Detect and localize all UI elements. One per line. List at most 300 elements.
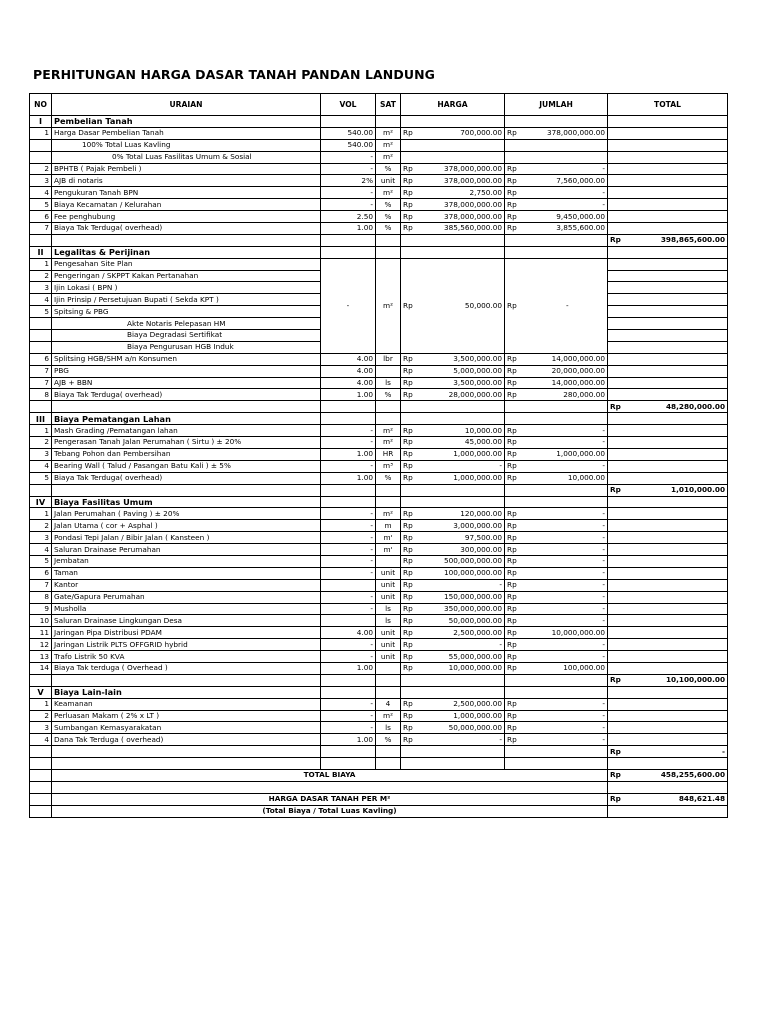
empty-cell — [505, 401, 528, 413]
row-uraian: Biaya Tak Terduga( overhead) — [52, 389, 321, 401]
row-no: 2 — [30, 270, 52, 282]
empty-cell — [528, 401, 608, 413]
row-vol: 4.00 — [321, 353, 376, 365]
empty-cell — [30, 484, 52, 496]
row-total — [628, 651, 728, 663]
row-total-rp — [608, 353, 628, 365]
empty-cell — [401, 401, 424, 413]
row-total — [628, 282, 728, 294]
row-harga-rp: Rp — [401, 389, 424, 401]
row-jumlah-rp: Rp — [505, 365, 528, 377]
row-uraian: Mash Grading /Pematangan lahan — [52, 425, 321, 437]
row-total-rp — [608, 294, 628, 306]
row-total — [628, 258, 728, 270]
row-total-rp — [608, 532, 628, 544]
empty-cell — [321, 401, 376, 413]
row-no: 1 — [30, 508, 52, 520]
header-uraian: URAIAN — [52, 94, 321, 116]
empty-cell — [376, 746, 401, 758]
empty-cell — [424, 116, 505, 128]
section-no: II — [30, 246, 52, 258]
row-total — [628, 163, 728, 175]
row-harga-rp: Rp — [401, 567, 424, 579]
row-no — [30, 330, 52, 342]
table-row — [30, 448, 728, 460]
row-total-rp — [608, 389, 628, 401]
table-row — [30, 734, 728, 746]
empty-cell — [505, 686, 528, 698]
section-title: Biaya Pematangan Lahan — [52, 413, 321, 425]
row-jumlah-rp: Rp — [505, 567, 528, 579]
row-total-rp — [608, 627, 628, 639]
row-total — [628, 460, 728, 472]
row-sat — [376, 365, 401, 377]
row-uraian: Kantor — [52, 579, 321, 591]
row-sat: ls — [376, 377, 401, 389]
row-sat: m³ — [376, 460, 401, 472]
row-total — [628, 722, 728, 734]
empty-cell — [528, 413, 608, 425]
row-harga-rp: Rp — [401, 698, 424, 710]
row-jumlah: - — [528, 615, 608, 627]
table-row — [30, 555, 728, 567]
row-uraian: Ijin Lokasi ( BPN ) — [52, 282, 321, 294]
empty-cell — [528, 496, 608, 508]
row-jumlah: - — [528, 460, 608, 472]
row-vol: 1.00 — [321, 448, 376, 460]
section-title: Legalitas & Perijinan — [52, 246, 321, 258]
row-no: 1 — [30, 698, 52, 710]
harga-dasar-label: HARGA DASAR TANAH PER M² — [52, 793, 608, 805]
table-row — [30, 258, 728, 270]
row-total — [628, 175, 728, 187]
row-vol: - — [321, 163, 376, 175]
row-jumlah: - — [528, 520, 608, 532]
empty-cell — [628, 413, 728, 425]
row-vol: - — [321, 651, 376, 663]
row-vol: - — [321, 532, 376, 544]
blank-row — [30, 781, 728, 793]
total-biaya-label: TOTAL BIAYA — [52, 769, 608, 781]
row-harga: 45,000.00 — [424, 437, 505, 449]
row-total-rp — [608, 591, 628, 603]
row-jumlah-rp: Rp — [505, 662, 528, 674]
row-jumlah-rp: Rp — [505, 651, 528, 663]
empty-cell — [505, 674, 528, 686]
row-jumlah: 1,000,000.00 — [528, 448, 608, 460]
row-sat: HR — [376, 448, 401, 460]
empty-cell — [30, 793, 52, 805]
row-total-rp — [608, 223, 628, 235]
empty-cell — [608, 116, 628, 128]
row-total-rp — [608, 579, 628, 591]
row-uraian: Fee penghubung — [52, 211, 321, 223]
row-no: 6 — [30, 567, 52, 579]
row-uraian: Saluran Drainase Lingkungan Desa — [52, 615, 321, 627]
row-total — [628, 437, 728, 449]
row-sat: m² — [376, 437, 401, 449]
header-jumlah: JUMLAH — [505, 94, 608, 116]
row-harga-rp: Rp — [401, 710, 424, 722]
empty-cell — [401, 234, 424, 246]
row-vol: - — [321, 437, 376, 449]
row-sat: unit — [376, 627, 401, 639]
row-uraian: Tebang Pohon dan Pembersihan — [52, 448, 321, 460]
row-harga-rp: Rp — [401, 579, 424, 591]
row-harga: - — [424, 734, 505, 746]
row-no: 2 — [30, 520, 52, 532]
section-total-row — [30, 401, 728, 413]
row-jumlah-rp: Rp — [505, 472, 528, 484]
row-sat: % — [376, 211, 401, 223]
row-jumlah-rp: Rp — [505, 591, 528, 603]
row-sat: unit — [376, 175, 401, 187]
row-vol: - — [321, 544, 376, 556]
row-total-rp — [608, 377, 628, 389]
page-title: PERHITUNGAN HARGA DASAR TANAH PANDAN LANDUNG — [33, 67, 436, 82]
section-header — [30, 246, 728, 258]
row-total-rp — [608, 508, 628, 520]
row-harga-rp: Rp — [401, 425, 424, 437]
table-row — [30, 163, 728, 175]
empty-cell — [608, 686, 628, 698]
empty-cell — [376, 758, 401, 770]
row-harga-rp: Rp — [401, 211, 424, 223]
row-total-rp — [608, 365, 628, 377]
empty-cell — [401, 116, 424, 128]
row-jumlah-rp: Rp — [505, 223, 528, 235]
row-total-rp — [608, 734, 628, 746]
table-row — [30, 199, 728, 211]
row-sat — [376, 662, 401, 674]
row-harga: 50,000,000.00 — [424, 722, 505, 734]
row-total-rp — [608, 139, 628, 151]
empty-cell — [321, 234, 376, 246]
row-total-rp — [608, 472, 628, 484]
row-no: 5 — [30, 555, 52, 567]
row-sat: m² — [376, 508, 401, 520]
empty-cell — [401, 246, 424, 258]
row-total-rp — [608, 448, 628, 460]
merged-harga: 50,000.00 — [424, 258, 505, 353]
total-biaya-row — [30, 769, 728, 781]
section-header — [30, 116, 728, 128]
section-no: III — [30, 413, 52, 425]
row-no: 8 — [30, 591, 52, 603]
row-jumlah-rp: Rp — [505, 615, 528, 627]
row-no: 4 — [30, 294, 52, 306]
row-sat: lbr — [376, 353, 401, 365]
row-jumlah-rp: Rp — [505, 460, 528, 472]
row-vol: - — [321, 698, 376, 710]
row-total — [628, 579, 728, 591]
table-row — [30, 591, 728, 603]
empty-cell — [424, 484, 505, 496]
empty-cell — [608, 413, 628, 425]
row-vol: 1.00 — [321, 662, 376, 674]
empty-cell — [424, 234, 505, 246]
table-row — [30, 377, 728, 389]
row-jumlah: - — [528, 639, 608, 651]
row-jumlah: 280,000.00 — [528, 389, 608, 401]
table-row — [30, 175, 728, 187]
row-harga-rp: Rp — [401, 734, 424, 746]
row-jumlah-rp: Rp — [505, 187, 528, 199]
row-harga: 120,000.00 — [424, 508, 505, 520]
row-harga: 378,000,000.00 — [424, 163, 505, 175]
row-no: 8 — [30, 389, 52, 401]
row-uraian: Sumbangan Kemasyarakatan — [52, 722, 321, 734]
row-no: 6 — [30, 353, 52, 365]
row-harga-rp: Rp — [401, 365, 424, 377]
row-vol: 4.00 — [321, 627, 376, 639]
row-vol: - — [321, 508, 376, 520]
row-total — [628, 389, 728, 401]
row-uraian: Biaya Tak Terduga( overhead) — [52, 472, 321, 484]
row-total-rp — [608, 603, 628, 615]
row-jumlah: - — [528, 567, 608, 579]
row-harga-rp: Rp — [401, 199, 424, 211]
row-harga-rp: Rp — [401, 639, 424, 651]
row-harga: 300,000.00 — [424, 544, 505, 556]
row-total-rp — [608, 651, 628, 663]
row-harga: - — [424, 460, 505, 472]
empty-cell — [52, 401, 321, 413]
row-no: 2 — [30, 710, 52, 722]
row-uraian: Perluasan Makam ( 2% x LT ) — [52, 710, 321, 722]
row-jumlah — [528, 151, 608, 163]
row-uraian: 100% Total Luas Kavling — [52, 139, 321, 151]
row-uraian: Jalan Utama ( cor + Asphal ) — [52, 520, 321, 532]
row-no: 7 — [30, 365, 52, 377]
row-harga-rp: Rp — [401, 127, 424, 139]
header-sat: SAT — [376, 94, 401, 116]
table-row — [30, 722, 728, 734]
row-uraian: Akte Notaris Pelepasan HM — [52, 318, 321, 330]
table-row — [30, 710, 728, 722]
table-row — [30, 651, 728, 663]
row-jumlah-rp: Rp — [505, 555, 528, 567]
row-no: 4 — [30, 460, 52, 472]
row-harga: 10,000,000.00 — [424, 662, 505, 674]
empty-cell — [505, 234, 528, 246]
row-total — [628, 698, 728, 710]
row-jumlah: 10,000.00 — [528, 472, 608, 484]
empty-cell — [376, 674, 401, 686]
row-jumlah: 378,000,000.00 — [528, 127, 608, 139]
row-vol: - — [321, 603, 376, 615]
row-jumlah: - — [528, 651, 608, 663]
table-row — [30, 353, 728, 365]
row-uraian: Saluran Drainase Perumahan — [52, 544, 321, 556]
row-jumlah-rp: Rp — [505, 532, 528, 544]
empty-cell — [376, 484, 401, 496]
row-jumlah-rp: Rp — [505, 377, 528, 389]
row-total-rp — [608, 330, 628, 342]
row-harga-rp: Rp — [401, 651, 424, 663]
row-harga: 5,000,000.00 — [424, 365, 505, 377]
row-harga: 3,500,000.00 — [424, 377, 505, 389]
row-total — [628, 710, 728, 722]
row-no: 3 — [30, 282, 52, 294]
row-no: 1 — [30, 425, 52, 437]
row-uraian: Biaya Degradasi Sertifikat — [52, 330, 321, 342]
row-harga: 100,000,000.00 — [424, 567, 505, 579]
empty-cell — [424, 758, 505, 770]
row-harga-rp: Rp — [401, 187, 424, 199]
header-total: TOTAL — [608, 94, 728, 116]
row-jumlah-rp: Rp — [505, 698, 528, 710]
row-sat: % — [376, 163, 401, 175]
row-total — [628, 448, 728, 460]
row-vol: - — [321, 555, 376, 567]
empty-cell — [401, 484, 424, 496]
row-no: 10 — [30, 615, 52, 627]
row-total — [628, 270, 728, 282]
table-row — [30, 615, 728, 627]
row-jumlah-rp: Rp — [505, 639, 528, 651]
row-uraian: Keamanan — [52, 698, 321, 710]
row-jumlah: - — [528, 544, 608, 556]
row-harga-rp — [401, 151, 424, 163]
row-jumlah-rp — [505, 151, 528, 163]
row-total-rp — [608, 520, 628, 532]
empty-cell — [628, 496, 728, 508]
harga-dasar-value: 848,621.48 — [628, 793, 728, 805]
row-harga-rp — [401, 139, 424, 151]
row-total-rp — [608, 437, 628, 449]
row-no: 11 — [30, 627, 52, 639]
row-jumlah: 14,000,000.00 — [528, 377, 608, 389]
row-sat — [376, 555, 401, 567]
row-no: 7 — [30, 579, 52, 591]
row-uraian: Splitsing HGB/SHM a/n Konsumen — [52, 353, 321, 365]
empty-cell — [528, 116, 608, 128]
section-total-rp: Rp — [608, 484, 628, 496]
row-total-rp — [608, 127, 628, 139]
row-total-rp — [608, 258, 628, 270]
row-uraian: Harga Dasar Pembelian Tanah — [52, 127, 321, 139]
row-jumlah-rp: Rp — [505, 508, 528, 520]
row-jumlah: - — [528, 532, 608, 544]
table-body — [30, 116, 728, 818]
section-total: 48,280,000.00 — [628, 401, 728, 413]
table-row — [30, 603, 728, 615]
section-header — [30, 413, 728, 425]
row-sat: m — [376, 520, 401, 532]
row-jumlah-rp: Rp — [505, 579, 528, 591]
row-jumlah: - — [528, 698, 608, 710]
row-no: 4 — [30, 734, 52, 746]
empty-cell — [628, 116, 728, 128]
row-harga: 3,000,000.00 — [424, 520, 505, 532]
merged-harga-rp: Rp — [401, 258, 424, 353]
empty-cell — [52, 781, 608, 793]
row-harga: 2,500,000.00 — [424, 627, 505, 639]
row-total-rp — [608, 151, 628, 163]
merged-vol: - — [321, 258, 376, 353]
merged-sat: m² — [376, 258, 401, 353]
row-vol: 1.00 — [321, 223, 376, 235]
header-row — [30, 94, 728, 116]
empty-cell — [52, 234, 321, 246]
empty-cell — [376, 496, 401, 508]
row-harga: 1,000,000.00 — [424, 472, 505, 484]
empty-cell — [401, 758, 424, 770]
row-total — [628, 520, 728, 532]
row-jumlah: - — [528, 508, 608, 520]
row-harga: 55,000,000.00 — [424, 651, 505, 663]
row-harga: 3,500,000.00 — [424, 353, 505, 365]
row-jumlah-rp: Rp — [505, 211, 528, 223]
empty-cell — [321, 746, 376, 758]
row-vol: - — [321, 520, 376, 532]
row-total — [628, 127, 728, 139]
row-total-rp — [608, 425, 628, 437]
row-jumlah: - — [528, 425, 608, 437]
row-total-rp — [608, 270, 628, 282]
cost-table — [29, 93, 728, 818]
row-total-rp — [608, 567, 628, 579]
row-no: 3 — [30, 448, 52, 460]
row-total-rp — [608, 211, 628, 223]
row-sat: ls — [376, 722, 401, 734]
row-jumlah: - — [528, 603, 608, 615]
row-no: 4 — [30, 187, 52, 199]
row-harga: 385,560,000.00 — [424, 223, 505, 235]
empty-cell — [401, 674, 424, 686]
row-total — [628, 508, 728, 520]
row-harga-rp: Rp — [401, 460, 424, 472]
table-row — [30, 520, 728, 532]
table-row — [30, 662, 728, 674]
empty-cell — [628, 805, 728, 817]
row-vol: 2% — [321, 175, 376, 187]
row-harga-rp: Rp — [401, 662, 424, 674]
row-jumlah: 14,000,000.00 — [528, 353, 608, 365]
row-harga-rp: Rp — [401, 175, 424, 187]
row-vol: - — [321, 591, 376, 603]
row-sat: m² — [376, 139, 401, 151]
empty-cell — [401, 686, 424, 698]
table-row — [30, 223, 728, 235]
section-total: 398,865,600.00 — [628, 234, 728, 246]
section-total: - — [628, 746, 728, 758]
row-sat: % — [376, 223, 401, 235]
row-jumlah: - — [528, 199, 608, 211]
row-total — [628, 353, 728, 365]
empty-cell — [52, 674, 321, 686]
empty-cell — [608, 805, 628, 817]
row-jumlah — [528, 139, 608, 151]
row-uraian: Pondasi Tepi Jalan / Bibir Jalan ( Kansteen ) — [52, 532, 321, 544]
row-sat: unit — [376, 567, 401, 579]
row-vol: 4.00 — [321, 377, 376, 389]
row-harga-rp: Rp — [401, 532, 424, 544]
table-row — [30, 187, 728, 199]
row-vol: - — [321, 187, 376, 199]
row-uraian: Pengukuran Tanah BPN — [52, 187, 321, 199]
row-no: 13 — [30, 651, 52, 663]
total-biaya-value: 458,255,600.00 — [628, 769, 728, 781]
row-harga-rp: Rp — [401, 508, 424, 520]
row-harga: - — [424, 579, 505, 591]
row-vol: - — [321, 199, 376, 211]
row-sat: unit — [376, 579, 401, 591]
empty-cell — [376, 246, 401, 258]
row-jumlah: 9,450,000.00 — [528, 211, 608, 223]
row-harga-rp: Rp — [401, 437, 424, 449]
